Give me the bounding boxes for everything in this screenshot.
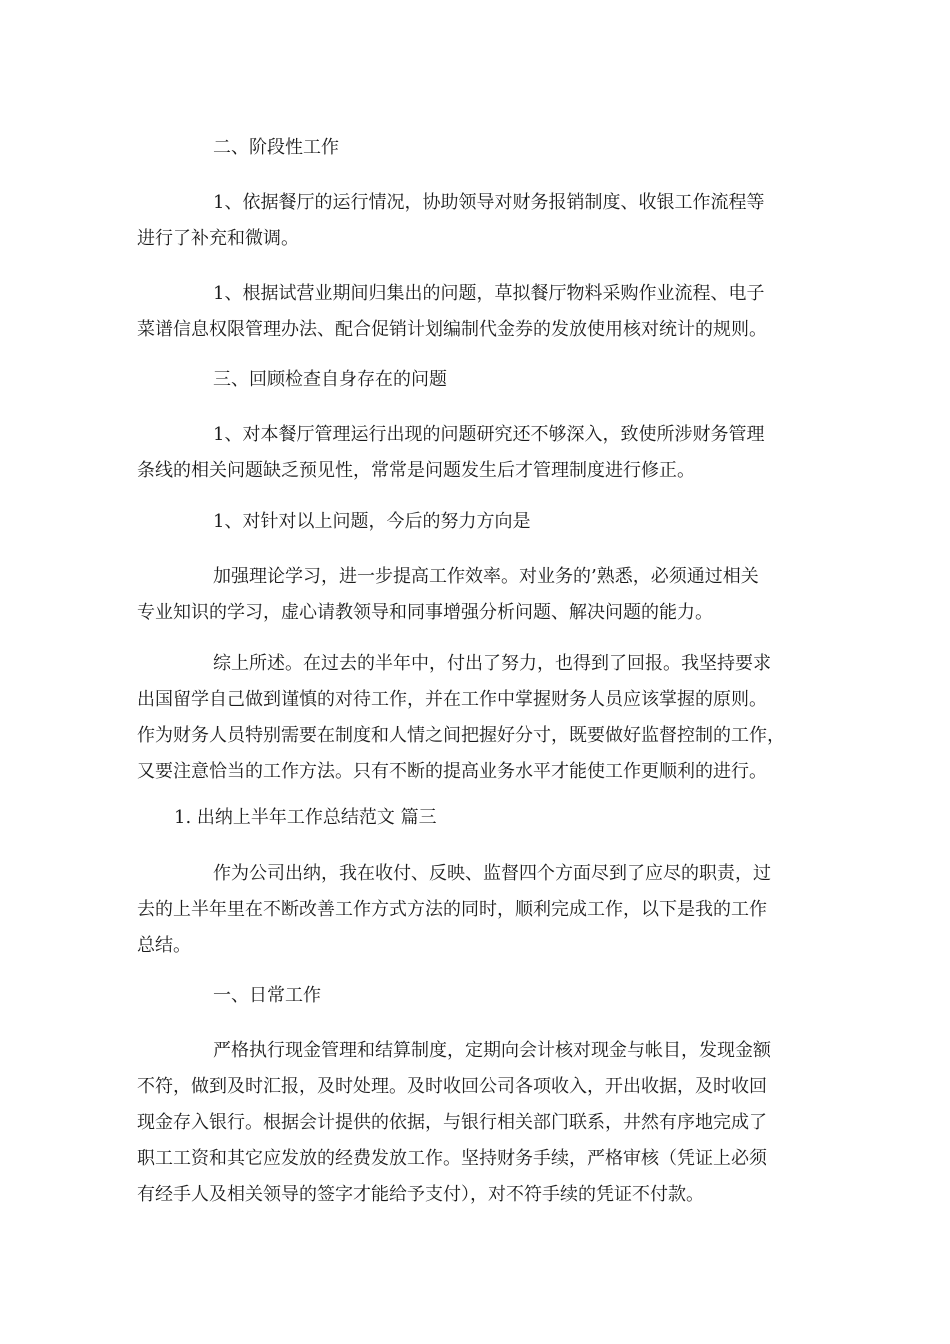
- text-line: 1、对本餐厅管理运行出现的问题研究还不够深入，致使所涉财务管理: [213, 424, 765, 445]
- text-line: 总结。: [137, 935, 191, 956]
- article-title-part-three: [137, 800, 817, 836]
- text-line: 二、阶段性工作: [213, 137, 339, 158]
- text-line: 专业知识的学习，虚心请教领导和同事增强分析问题、解决问题的能力。: [137, 602, 713, 623]
- text-line: 1. 出纳上半年工作总结范文 篇三: [174, 807, 437, 828]
- text-line: 进行了补充和微调。: [137, 228, 299, 249]
- text-line: 有经手人及相关领导的签字才能给予支付），对不符手续的凭证不付款。: [137, 1184, 704, 1205]
- text-line: 三、回顾检查自身存在的问题: [213, 369, 447, 390]
- paragraph-stage-work-2: [137, 276, 817, 348]
- paragraph-daily-work: [137, 1033, 817, 1213]
- text-line: 综上所述。在过去的半年中，付出了努力，也得到了回报。我坚持要求: [213, 653, 771, 674]
- section-heading-self-review: [137, 362, 817, 398]
- section-heading-daily-work: [137, 978, 817, 1014]
- paragraph-summary: [137, 646, 817, 790]
- text-line: 严格执行现金管理和结算制度，定期向会计核对现金与帐目，发现金额: [213, 1040, 771, 1061]
- paragraph-self-review-1: [137, 417, 817, 489]
- text-line: 职工工资和其它应发放的经费发放工作。坚持财务手续，严格审核（凭证上必须: [137, 1148, 767, 1169]
- text-line: 又要注意恰当的工作方法。只有不断的提高业务水平才能使工作更顺利的进行。: [137, 761, 767, 782]
- text-line: 加强理论学习，进一步提高工作效率。对业务的’熟悉，必须通过相关: [213, 566, 759, 587]
- text-line: 现金存入银行。根据会计提供的依据，与银行相关部门联系，井然有序地完成了: [137, 1112, 767, 1133]
- paragraph-improvement-direction: [137, 504, 817, 540]
- text-line: 1、根据试营业期间归集出的问题，草拟餐厅物料采购作业流程、电子: [213, 283, 765, 304]
- text-line: 1、依据餐厅的运行情况，协助领导对财务报销制度、收银工作流程等: [213, 192, 765, 213]
- text-line: 去的上半年里在不断改善工作方式方法的同时，顺利完成工作，以下是我的工作: [137, 899, 767, 920]
- paragraph-theory-study: [137, 559, 817, 631]
- text-line: 条线的相关问题缺乏预见性，常常是问题发生后才管理制度进行修正。: [137, 460, 695, 481]
- text-line: 作为公司出纳，我在收付、反映、监督四个方面尽到了应尽的职责，过: [213, 863, 771, 884]
- paragraph-stage-work-1: [137, 185, 817, 257]
- text-line: 不符，做到及时汇报，及时处理。及时收回公司各项收入，开出收据，及时收回: [137, 1076, 767, 1097]
- text-line: 作为财务人员特别需要在制度和人情之间把握好分寸，既要做好监督控制的工作，: [137, 725, 785, 746]
- text-line: 1、对针对以上问题，今后的努力方向是: [213, 511, 531, 532]
- paragraph-cashier-intro: [137, 856, 817, 964]
- section-heading-stage-work: [137, 130, 817, 166]
- text-line: 菜谱信息权限管理办法、配合促销计划编制代金券的发放使用核对统计的规则。: [137, 319, 767, 340]
- text-line: 一、日常工作: [213, 985, 321, 1006]
- text-line: 出国留学自己做到谨慎的对待工作，并在工作中掌握财务人员应该掌握的原则。: [137, 689, 767, 710]
